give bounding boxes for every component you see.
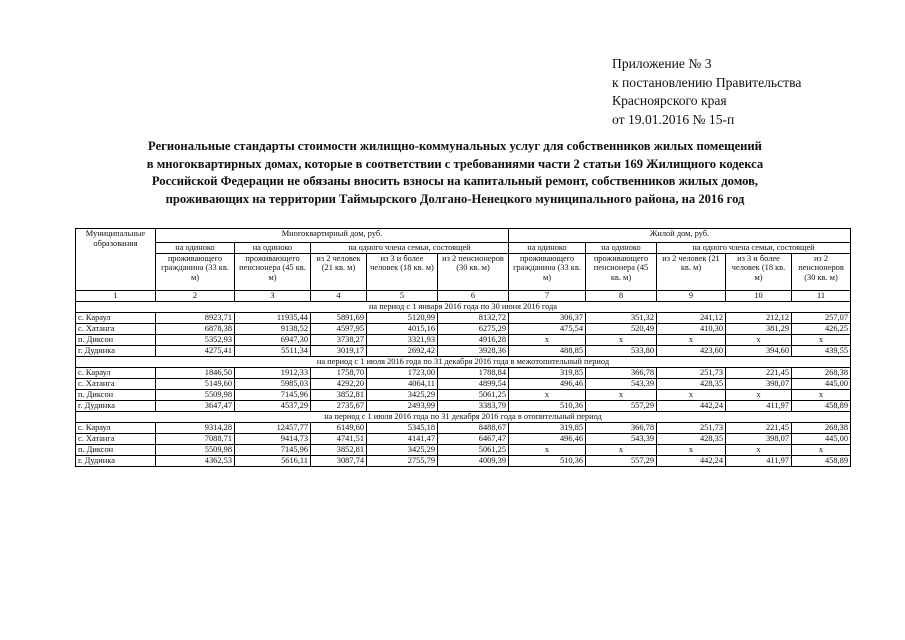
cost-cell: 4899,54	[438, 378, 509, 389]
column-number: 10	[726, 290, 792, 301]
cost-cell: х	[509, 444, 586, 455]
cost-cell: 8923,71	[156, 312, 235, 323]
table-row	[76, 378, 851, 389]
cost-cell: х	[726, 444, 792, 455]
column-number: 9	[657, 290, 726, 301]
appendix-line: от 19.01.2016 № 15-п	[612, 111, 735, 127]
cost-cell: 4275,41	[156, 345, 235, 356]
cost-cell: 475,54	[509, 323, 586, 334]
municipality-name: с. Караул	[76, 367, 156, 378]
cost-cell: 3425,29	[367, 389, 438, 400]
header-single-citizen: проживающего гражданина (33 кв. м)	[156, 253, 235, 290]
cost-cell: 319,85	[509, 367, 586, 378]
municipality-name: п. Диксон	[76, 334, 156, 345]
period-label: на период с 1 июля 2016 года по 31 декабря 2016 года в межотопительный период	[76, 356, 851, 367]
cost-cell: 9414,73	[235, 433, 311, 444]
cost-cell: 212,12	[726, 312, 792, 323]
cost-cell: 411,97	[726, 455, 792, 466]
header-single: на одиноко	[509, 243, 586, 254]
cost-cell: 5120,99	[367, 312, 438, 323]
header-per-member: на одного члена семьи, состоящей	[311, 243, 509, 254]
cost-cell: 5509,98	[156, 444, 235, 455]
cost-cell: 533,80	[586, 345, 657, 356]
appendix-line: к постановлению Правительства	[612, 74, 802, 90]
cost-cell: 6878,38	[156, 323, 235, 334]
cost-cell: 3738,27	[311, 334, 367, 345]
cost-cell: 4141,47	[367, 433, 438, 444]
title-line: Региональные стандарты стоимости жилищно-коммунальных услуг для собственников жилых помещений	[148, 139, 762, 153]
cost-cell: 7145,96	[235, 389, 311, 400]
cost-cell: х	[657, 389, 726, 400]
cost-cell: 381,29	[726, 323, 792, 334]
municipality-name: с. Хатанга	[76, 433, 156, 444]
header-family-two: из 2 человек (21 кв. м)	[311, 253, 367, 290]
table-row	[76, 323, 851, 334]
cost-cell: 306,37	[509, 312, 586, 323]
column-number: 11	[792, 290, 851, 301]
cost-cell: х	[509, 389, 586, 400]
cost-cell: 5061,25	[438, 389, 509, 400]
header-family-three: из 3 и более человек (18 кв. м)	[367, 253, 438, 290]
cost-cell: 5352,93	[156, 334, 235, 345]
cost-cell: 2755,79	[367, 455, 438, 466]
cost-cell: 1723,00	[367, 367, 438, 378]
cost-cell: х	[586, 389, 657, 400]
cost-cell: 351,32	[586, 312, 657, 323]
table-row	[76, 367, 851, 378]
municipality-name: г. Дудинка	[76, 345, 156, 356]
cost-cell: 12457,77	[235, 422, 311, 433]
table-row	[76, 389, 851, 400]
header-house-group: Жилой дом, руб.	[509, 229, 851, 243]
cost-cell: 3928,36	[438, 345, 509, 356]
cost-cell: 4741,51	[311, 433, 367, 444]
cost-cell: 5149,60	[156, 378, 235, 389]
column-number: 1	[76, 290, 156, 301]
cost-cell: 6467,47	[438, 433, 509, 444]
cost-cell: 5891,69	[311, 312, 367, 323]
cost-cell: 7145,96	[235, 444, 311, 455]
cost-cell: 5985,03	[235, 378, 311, 389]
cost-cell: 2692,42	[367, 345, 438, 356]
table-row	[76, 433, 851, 444]
cost-cell: 510,36	[509, 455, 586, 466]
table-body	[76, 301, 851, 466]
cost-cell: 2735,67	[311, 400, 367, 411]
column-number: 7	[509, 290, 586, 301]
header-single: на одиноко	[156, 243, 235, 254]
column-number-row	[76, 290, 851, 301]
cost-cell: 9138,52	[235, 323, 311, 334]
cost-cell: х	[726, 334, 792, 345]
cost-cell: 442,24	[657, 400, 726, 411]
cost-cell: 458,89	[792, 455, 851, 466]
header-single-pensioner: проживающего пенсионера (45 кв. м)	[235, 253, 311, 290]
cost-cell: 5616,11	[235, 455, 311, 466]
cost-cell: 8132,72	[438, 312, 509, 323]
cost-cell: 543,39	[586, 433, 657, 444]
cost-cell: 268,38	[792, 422, 851, 433]
column-number: 8	[586, 290, 657, 301]
cost-cell: 557,29	[586, 400, 657, 411]
table-row	[76, 312, 851, 323]
cost-cell: 543,39	[586, 378, 657, 389]
cost-cell: 411,97	[726, 400, 792, 411]
cost-cell: 445,00	[792, 433, 851, 444]
cost-cell: 442,24	[657, 455, 726, 466]
cost-cell: 496,46	[509, 378, 586, 389]
cost-cell: 3425,29	[367, 444, 438, 455]
cost-cell: 6947,30	[235, 334, 311, 345]
column-number: 5	[367, 290, 438, 301]
table-row	[76, 455, 851, 466]
title-line: в многоквартирных домах, которые в соответствии с требованиями части 2 статьи 169 Жилищного кодекса	[146, 156, 764, 171]
cost-cell: 3321,93	[367, 334, 438, 345]
header-single: на одиноко	[235, 243, 311, 254]
cost-cell: 3019,17	[311, 345, 367, 356]
cost-cell: 5509,98	[156, 389, 235, 400]
cost-cell: 445,00	[792, 378, 851, 389]
cost-cell: 5511,34	[235, 345, 311, 356]
cost-cell: 251,73	[657, 422, 726, 433]
cost-cell: х	[792, 444, 851, 455]
cost-cell: 458,89	[792, 400, 851, 411]
period-row	[76, 411, 851, 422]
table-row	[76, 345, 851, 356]
cost-cell: 3647,47	[156, 400, 235, 411]
cost-cell: 4916,28	[438, 334, 509, 345]
cost-cell: 366,78	[586, 367, 657, 378]
cost-cell: 2493,99	[367, 400, 438, 411]
cost-cell: х	[657, 334, 726, 345]
cost-cell: 4292,20	[311, 378, 367, 389]
cost-cell: 510,36	[509, 400, 586, 411]
cost-cell: 11935,44	[235, 312, 311, 323]
title-line: Российской Федерации не обязаны вносить взносы на капитальный ремонт, собственников жилых домов,	[151, 174, 759, 189]
cost-cell: 8488,67	[438, 422, 509, 433]
cost-cell: 6275,29	[438, 323, 509, 334]
appendix-line: Приложение № 3	[612, 56, 712, 71]
cost-cell: 5061,25	[438, 444, 509, 455]
header-two-pensioners: из 2 пенсионеров (30 кв. м)	[792, 253, 851, 290]
appendix-line: Красноярского края	[612, 93, 727, 108]
municipality-name: с. Хатанга	[76, 323, 156, 334]
header-municipal: Муниципальные образования	[76, 229, 156, 291]
cost-cell: 366,78	[586, 422, 657, 433]
cost-cell: х	[657, 444, 726, 455]
cost-cell: 4015,16	[367, 323, 438, 334]
cost-cell: 4009,39	[438, 455, 509, 466]
document-title	[60, 138, 850, 208]
cost-cell: 394,60	[726, 345, 792, 356]
standards-table	[75, 228, 851, 467]
cost-cell: х	[509, 334, 586, 345]
period-label: на период с 1 июля 2016 года по 31 декабря 2016 года в отопительный период	[76, 411, 851, 422]
municipality-name: п. Диксон	[76, 389, 156, 400]
municipality-name: г. Дудинка	[76, 400, 156, 411]
cost-cell: 439,55	[792, 345, 851, 356]
cost-cell: 520,49	[586, 323, 657, 334]
cost-cell: 257,07	[792, 312, 851, 323]
cost-cell: 423,60	[657, 345, 726, 356]
cost-cell: 488,85	[509, 345, 586, 356]
cost-cell: х	[586, 444, 657, 455]
cost-cell: 3852,81	[311, 389, 367, 400]
cost-cell: 268,38	[792, 367, 851, 378]
cost-cell: 398,07	[726, 378, 792, 389]
cost-cell: 1912,33	[235, 367, 311, 378]
column-number: 3	[235, 290, 311, 301]
municipality-name: г. Дудинка	[76, 455, 156, 466]
header-family-two: из 2 человек (21 кв. м)	[657, 253, 726, 290]
column-number: 4	[311, 290, 367, 301]
cost-cell: х	[792, 334, 851, 345]
municipality-name: с. Хатанга	[76, 378, 156, 389]
period-row	[76, 356, 851, 367]
cost-cell: 3383,79	[438, 400, 509, 411]
cost-cell: 7088,71	[156, 433, 235, 444]
cost-cell: 3852,81	[311, 444, 367, 455]
cost-cell: 557,29	[586, 455, 657, 466]
cost-cell: 9314,28	[156, 422, 235, 433]
header-single-pensioner: проживающего пенсионера (45 кв. м)	[586, 253, 657, 290]
period-label: на период с 1 января 2016 года по 30 июня 2016 года	[76, 301, 851, 312]
period-row	[76, 301, 851, 312]
cost-cell: 426,25	[792, 323, 851, 334]
cost-cell: 3087,74	[311, 455, 367, 466]
cost-cell: 410,30	[657, 323, 726, 334]
cost-cell: 1788,84	[438, 367, 509, 378]
cost-cell: 1758,70	[311, 367, 367, 378]
column-number: 2	[156, 290, 235, 301]
municipality-name: с. Караул	[76, 422, 156, 433]
table-row	[76, 400, 851, 411]
cost-cell: 398,07	[726, 433, 792, 444]
appendix-block	[612, 55, 801, 129]
cost-cell: 251,73	[657, 367, 726, 378]
title-line: проживающих на территории Таймырского Долгано-Ненецкого муниципального района, на 2016 год	[165, 191, 745, 206]
cost-cell: 4064,11	[367, 378, 438, 389]
header-single: на одиноко	[586, 243, 657, 254]
cost-cell: 6149,60	[311, 422, 367, 433]
header-per-member: на одного члена семьи, состоящей	[657, 243, 851, 254]
cost-cell: 221,45	[726, 367, 792, 378]
cost-cell: 221,45	[726, 422, 792, 433]
cost-cell: х	[586, 334, 657, 345]
header-apartment-group: Многоквартирный дом, руб.	[156, 229, 509, 243]
municipality-name: п. Диксон	[76, 444, 156, 455]
cost-cell: 428,35	[657, 378, 726, 389]
cost-cell: 5345,18	[367, 422, 438, 433]
municipality-name: с. Караул	[76, 312, 156, 323]
cost-cell: 4362,53	[156, 455, 235, 466]
header-single-citizen: проживающего гражданина (33 кв. м)	[509, 253, 586, 290]
header-family-three: из 3 и более человек (18 кв. м)	[726, 253, 792, 290]
cost-cell: 319,85	[509, 422, 586, 433]
column-number: 6	[438, 290, 509, 301]
cost-cell: 4537,29	[235, 400, 311, 411]
cost-cell: 428,35	[657, 433, 726, 444]
cost-cell: х	[792, 389, 851, 400]
table-row	[76, 422, 851, 433]
header-two-pensioners: из 2 пенсионеров (30 кв. м)	[438, 253, 509, 290]
table-row	[76, 444, 851, 455]
cost-cell: 241,12	[657, 312, 726, 323]
cost-cell: 496,46	[509, 433, 586, 444]
cost-cell: х	[726, 389, 792, 400]
cost-cell: 1846,50	[156, 367, 235, 378]
table-row	[76, 334, 851, 345]
cost-cell: 4597,95	[311, 323, 367, 334]
